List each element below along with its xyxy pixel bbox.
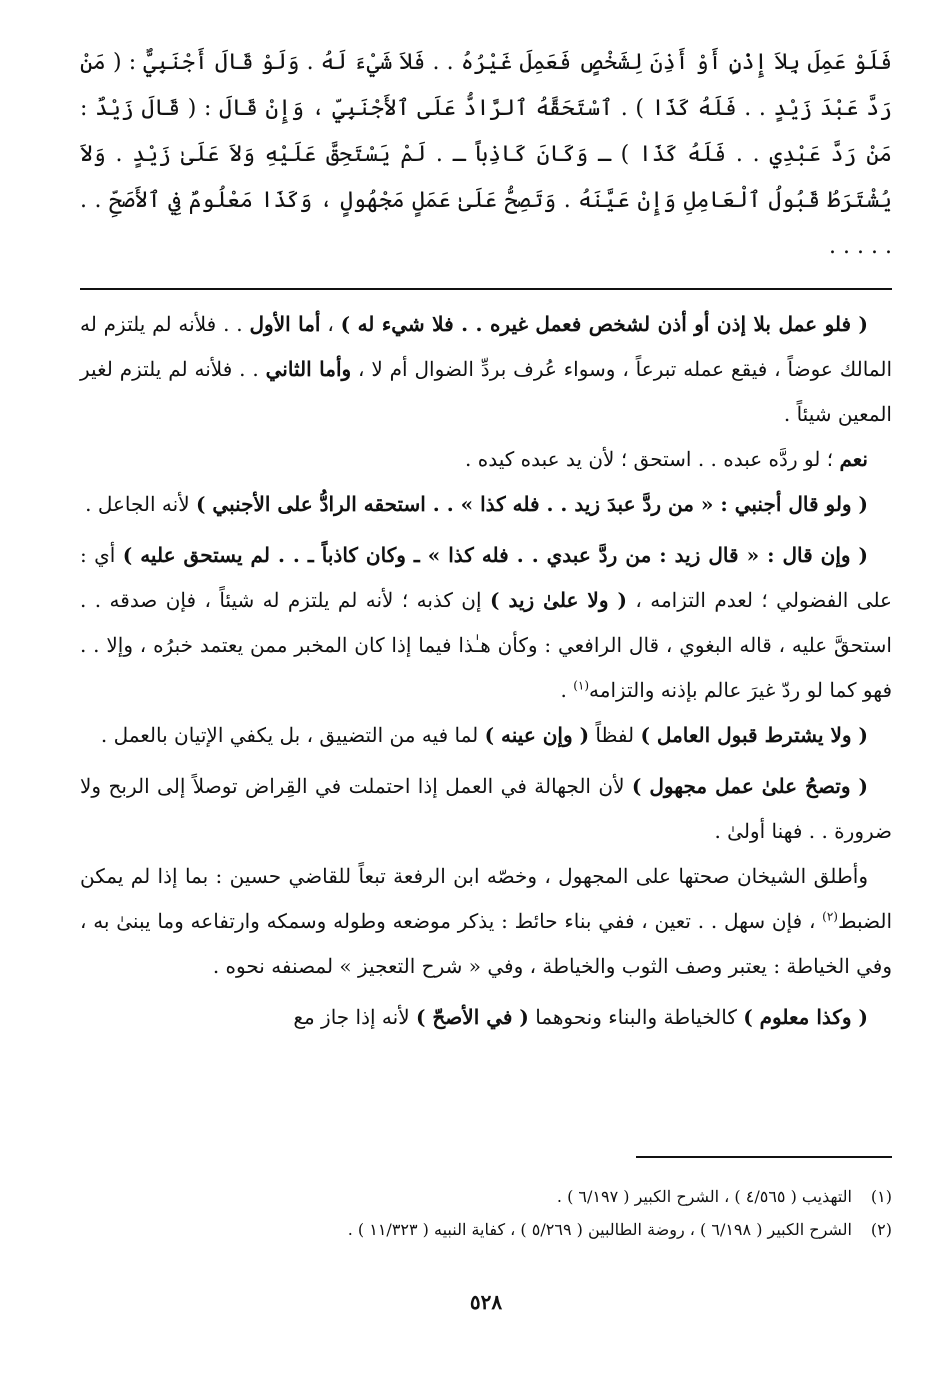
main-text-matn: فَلَوْ عَمِلَ بِلاَ إِذْنٍ أَوْ أَذِنَ لِشَخْصٍ فَعَمِلَ غَيْرُهُ . . فَلاَ شَيْءَ لَهُ . وَلَوْ قَالَ أَجْنَبِيٌّ : ( مَنْ رَدَّ عَبْدَ زَيْدٍ . . فَلَهُ كَذَا ) . ٱسْتَحَقَّهُ ٱلرَّادُّ عَلَى ٱلأَجْنَبِيِّ ، وَإِنْ قَالَ : ( قَالَ زَيْدٌ : مَنْ رَدَّ عَبْدِي . . فَلَهُ كَذَا ) ـ وَكَانَ كَاذِباً ـ . لَمْ يَسْتَحِقَّ عَلَيْهِ وَلاَ عَلَىٰ زَيْدٍ . وَلاَ يُشْتَرَطُ قَبُولُ ٱلْعَامِلِ وَإِنْ عَيَّنَهُ . وَتَصِحُّ عَلَىٰ عَمَلٍ مَجْهُولٍ ، وَكَذَا مَعْلُومٌ فِي ٱلأَصَحِّ . . . . . . . <box>80 50 892 259</box>
footnote-item <box>80 1180 892 1213</box>
commentary-text: لفظاً <box>589 723 641 747</box>
quoted-matn: أما الأول <box>249 312 321 336</box>
footnote-marker[interactable]: (٢) <box>822 909 838 924</box>
commentary-paragraph <box>80 437 892 482</box>
commentary-paragraph <box>80 713 892 758</box>
commentary-text: لأنه الجاعل . <box>85 492 196 516</box>
quoted-matn: ( ولا يشترط قبول العامل ) <box>640 723 868 747</box>
quoted-matn: وأما الثاني <box>265 357 352 381</box>
quoted-matn: ( ولا علىٰ زيد ) <box>489 588 627 612</box>
quoted-matn: ( في الأصحّ ) <box>415 1005 529 1029</box>
quoted-matn: ( وتصحُ علىٰ عمل مجهول ) <box>631 774 868 798</box>
commentary-paragraph <box>80 302 892 437</box>
commentary-paragraph <box>80 764 892 854</box>
commentary-paragraph <box>80 854 892 989</box>
quoted-matn: ( وكذا معلوم ) <box>743 1005 868 1029</box>
commentary-text: ؛ لو ردَّه عبده . . استحق ؛ لأن يد عبده كيده . <box>465 447 840 471</box>
commentary-text: . <box>560 678 574 702</box>
text-divider <box>80 288 892 290</box>
commentary-text: لأن الجهالة في العمل إذا احتملت في القِراض توصلاً إلى الربح ولا ضرورة . . فهنا أولىٰ . <box>80 774 892 843</box>
commentary-text: لأنه إذا جاز مع <box>293 1005 416 1029</box>
quoted-matn: ( وإن عينه ) <box>484 723 590 747</box>
quoted-matn: ( ولو قال أجنبي : « من ردَّ عبدَ زيد . . فله كذا » . . استحقه الرادُّ على الأجنبي ) <box>195 492 868 516</box>
book-page <box>80 40 892 1360</box>
footnote-item <box>80 1213 892 1246</box>
commentary-text: . . فلأنه لم يلتزم له المالك عوضاً ، فيقع عمله تبرعاً ، وسواء عُرف بردِّ الضوال أم لا ، <box>80 312 893 381</box>
quoted-matn: ( وإن قال : « قال زيد : من ردَّ عبدي . . فله كذا » ـ وكان كاذباً ـ . . لم يستحق عليه ) <box>122 543 869 567</box>
footnote-text: التهذيب ( ٤/٥٦٥ ) ، الشرح الكبير ( ٦/١٩٧ ) . <box>556 1187 852 1206</box>
page-number: ٥٢٨ <box>469 1290 503 1314</box>
commentary-text: ، <box>320 312 341 336</box>
commentary-text: . . فلأنه لم يلتزم لغير المعين شيئاً . <box>80 357 892 426</box>
commentary-paragraph <box>80 995 892 1040</box>
commentary-text: ، فإن سهل . . تعين ، ففي بناء حائط : يذكر موضعه وطوله وسمكه وارتفاعه وما يبنىٰ به ، وفي الخياطة : يعتبر وصف الثوب والخياطة ، وفي « شرح التعجيز » لمصنفه نحوه . <box>80 909 892 978</box>
commentary-text: كالخياطة والبناء ونحوهما <box>528 1005 744 1029</box>
footnotes <box>80 1180 892 1246</box>
commentary-text: إن كذبه ؛ لأنه لم يلتزم له شيئاً ، فإن صدقه . . استحقَّ عليه ، قاله البغوي ، قال الرافعي : وكأن هـٰذا فيما إذا كان المخبر ممن يعتمد خبرُه ، وإلا . . فهو كما لو ردّ غيرَ عالم بإذنه والتزامه <box>80 588 892 702</box>
quoted-matn: ( فلو عمل بلا إذن أو أذن لشخص فعمل غيره . . فلا شيء له ) <box>340 312 868 336</box>
footnote-number: (١) <box>870 1187 892 1206</box>
footnote-separator <box>636 1156 892 1158</box>
footnote-number: (٢) <box>870 1220 892 1239</box>
footnote-text: الشرح الكبير ( ٦/١٩٨ ) ، روضة الطالبين ( ٥/٢٦٩ ) ، كفاية النبيه ( ١١/٣٢٣ ) . <box>347 1220 852 1239</box>
commentary-text: أي : على الفضولي ؛ لعدم التزامه ، <box>80 543 892 612</box>
commentary-text: وأطلق الشيخان صحتها على المجهول ، وخصّه ابن الرفعة تبعاً للقاضي حسين : بما إذا لم يمكن الضبط <box>80 864 892 933</box>
commentary-paragraph <box>80 482 892 527</box>
commentary-paragraph <box>80 533 892 713</box>
commentary-text: لما فيه من التضييق ، بل يكفي الإتيان بالعمل . <box>100 723 485 747</box>
commentary <box>80 302 892 1040</box>
footnote-marker[interactable]: (١) <box>573 678 590 693</box>
quoted-matn: نعم <box>839 447 868 471</box>
